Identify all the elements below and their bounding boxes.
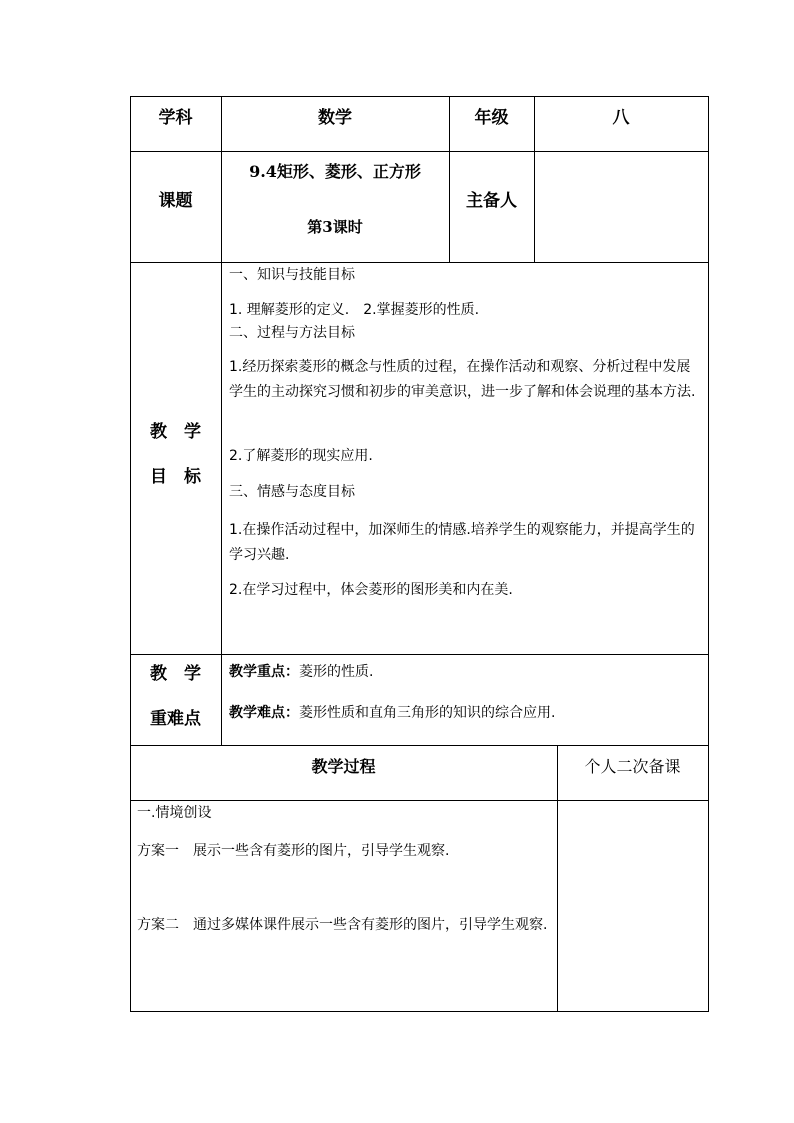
keypoints-label-1: 教 学 [150, 664, 201, 684]
focus-line [229, 665, 373, 679]
plan-one: 方案一 展示一些含有菱形的图片，引导学生观察. [137, 843, 450, 859]
plan-two: 方案二 通过多媒体课件展示一些含有菱形的图片，引导学生观察. [137, 917, 548, 933]
topic-period: 第3课时 [307, 218, 363, 236]
focus-label: 教学重点： [229, 664, 299, 680]
focus-text: 菱形的性质. [299, 664, 374, 680]
topic-label: 课题 [158, 191, 193, 211]
objectives-section-2-item-1: 1.经历探索菱形的概念与性质的过程，在操作活动和观察、分析过程中发展学生的主动探究习惯和初步的审美意识，进一步了解和体会说理的基本方法. [229, 359, 696, 400]
objectives-section-3-item-2: 2.在学习过程中，体会菱形的图形美和内在美. [229, 582, 513, 598]
objectives-label-2: 目 标 [150, 467, 201, 487]
notes-header: 个人二次备课 [584, 757, 681, 776]
objectives-section-1-title: 一、知识与技能目标 [229, 267, 355, 283]
difficulty-line [229, 706, 555, 720]
objectives-section-2-item-2: 2.了解菱形的现实应用. [229, 448, 373, 464]
objectives-section-3-item-1: 1.在操作活动过程中，加深师生的情感.培养学生的观察能力，并提高学生的学习兴趣. [229, 522, 695, 563]
grade-value: 八 [612, 108, 630, 128]
grade-label: 年级 [474, 108, 509, 128]
objectives-section-1-text: 1. 理解菱形的定义. 2.掌握菱形的性质. [229, 302, 480, 318]
difficulty-label: 教学难点： [229, 705, 299, 721]
preparer-label: 主备人 [466, 191, 517, 211]
subject-value: 数学 [318, 108, 352, 128]
difficulty-text: 菱形性质和直角三角形的知识的综合应用. [299, 705, 556, 721]
objectives-section-3-title: 三、情感与态度目标 [229, 484, 355, 500]
keypoints-label-2: 重难点 [150, 709, 201, 729]
topic-title: 9.4矩形、菱形、正方形 [249, 162, 421, 181]
process-section-1-title: 一.情境创设 [137, 805, 212, 821]
process-header: 教学过程 [311, 757, 376, 776]
objectives-section-2-title: 二、过程与方法目标 [229, 325, 355, 341]
subject-label: 学科 [158, 108, 193, 128]
objectives-label-1: 教 学 [150, 422, 201, 442]
